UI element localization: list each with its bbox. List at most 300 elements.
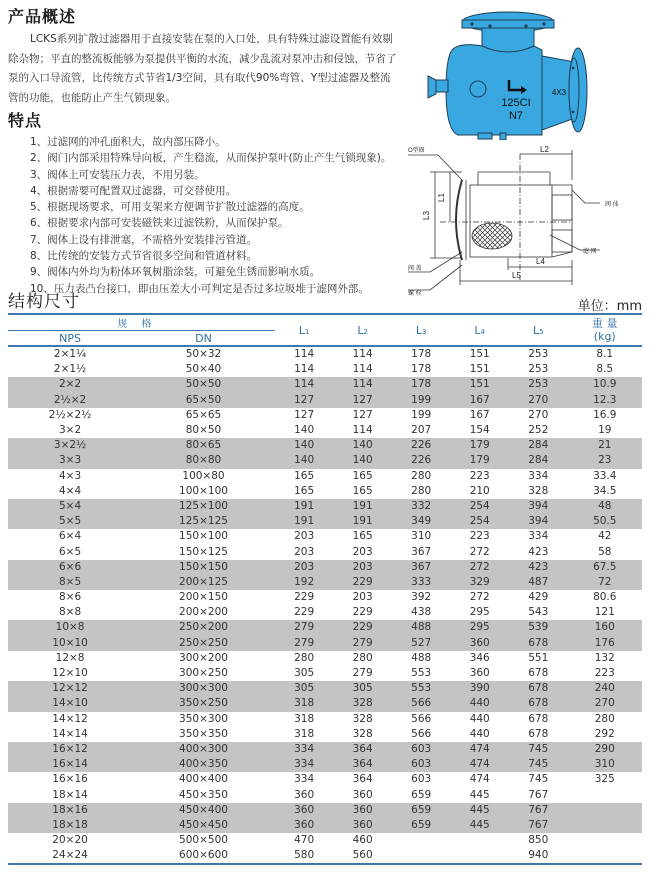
cell-l3: 566 (392, 696, 451, 711)
cell-l5: 678 (528, 667, 549, 680)
label-screen: 滤 网 (583, 249, 597, 255)
cell-nps: 4×4 (58, 484, 82, 497)
header-dn: DN (132, 331, 275, 347)
feature-item: 1、过滤网的冲孔面积大，故内部压降小。 (30, 136, 226, 148)
cell-l4: 151 (450, 377, 509, 392)
cell-kg: 176 (568, 636, 642, 651)
cell-kg: 240 (568, 681, 642, 696)
table-row (8, 544, 642, 559)
cell-l4: 210 (469, 484, 490, 497)
cell-l5: 678 (509, 636, 568, 651)
cell-nps: 2½×2½ (48, 408, 92, 421)
table-row (8, 575, 642, 590)
feature-item: 9、阀体内外均为粉体环氧树脂涂装，可避免生锈而影响水质。 (30, 266, 321, 279)
cell-l3: 603 (392, 757, 451, 772)
cell-kg (568, 787, 642, 802)
table-row (8, 514, 642, 529)
cell-l3: 333 (392, 575, 451, 590)
header-l3: L3 (392, 314, 451, 346)
screen-mesh (472, 223, 512, 249)
cell-l4: 151 (469, 348, 490, 361)
table-row (8, 484, 642, 499)
cell-l2: 560 (333, 848, 392, 864)
cell-l5: 334 (528, 530, 549, 543)
cell-dn: 300×300 (132, 681, 275, 696)
cell-l5: 253 (528, 348, 549, 361)
features-title: 特点 (8, 111, 43, 130)
cell-l5: 850 (528, 834, 549, 847)
cell-l2: 203 (352, 545, 373, 558)
bottom-plug (478, 133, 492, 139)
cell-dn: 200×150 (179, 591, 228, 604)
cell-l1: 165 (294, 484, 315, 497)
cell-l2: 305 (333, 681, 392, 696)
cell-kg: 270 (568, 696, 642, 711)
table-row (8, 469, 642, 484)
cell-l1: 140 (275, 453, 334, 468)
cell-l2: 114 (352, 363, 373, 376)
cell-l2: 140 (333, 453, 392, 468)
cell-l5: 328 (528, 484, 549, 497)
cell-kg (568, 818, 642, 833)
main-body (446, 45, 542, 135)
cell-dn: 350×350 (179, 727, 228, 740)
label-bonnet: 阀 盖 (408, 266, 422, 272)
cell-l5: 270 (509, 393, 568, 408)
cell-l5: 551 (528, 651, 549, 664)
cell-l2: 140 (333, 438, 392, 453)
cell-nps: 14×14 (52, 727, 88, 740)
cell-l5: 745 (509, 742, 568, 757)
cell-nps: 10×8 (8, 620, 132, 635)
cell-kg: 280 (594, 712, 615, 725)
cell-nps: 18×16 (8, 803, 132, 818)
label-l4: L4 (536, 257, 545, 266)
table-row (8, 605, 642, 620)
cell-l2: 191 (333, 499, 392, 514)
table-row (8, 787, 642, 802)
cell-kg: 121 (594, 606, 615, 619)
cell-l2: 191 (333, 514, 392, 529)
cell-nps: 8×5 (8, 575, 132, 590)
cell-l3: 438 (411, 606, 432, 619)
cell-l4: 254 (450, 499, 509, 514)
cell-l3: 566 (411, 712, 432, 725)
cell-l3: 332 (392, 499, 451, 514)
overview-paragraph (8, 30, 400, 108)
table-row (8, 818, 642, 833)
cell-l2: 364 (333, 742, 392, 757)
header-spec-group: 规格 (8, 314, 275, 331)
cell-l3: 280 (411, 484, 432, 497)
cell-l2: 364 (352, 773, 373, 786)
cell-l5: 284 (509, 453, 568, 468)
cell-l4: 272 (450, 560, 509, 575)
cell-l3: 207 (411, 424, 432, 437)
table-row (8, 803, 642, 818)
cell-dn: 80×65 (132, 438, 275, 453)
cell-dn: 300×200 (179, 651, 228, 664)
cell-l5: 270 (528, 408, 549, 421)
cell-l1: 360 (275, 818, 334, 833)
cell-dn: 500×500 (179, 834, 228, 847)
cell-l4: 179 (450, 438, 509, 453)
cell-l1: 114 (275, 377, 334, 392)
cell-l2: 114 (333, 377, 392, 392)
cell-l3: 310 (411, 530, 432, 543)
cell-kg: 292 (594, 727, 615, 740)
cell-l1: 318 (294, 712, 315, 725)
cell-kg: 33.4 (593, 469, 617, 482)
valve-illustration (400, 0, 650, 140)
table-row (8, 438, 642, 453)
bottom-drain (500, 133, 506, 140)
cell-dn: 100×100 (179, 484, 228, 497)
cell-l3: 178 (411, 348, 432, 361)
label-l5: L5 (512, 271, 521, 280)
table-row (8, 453, 642, 468)
cell-nps: 18×14 (52, 788, 88, 801)
cell-l3 (392, 848, 451, 864)
cell-nps: 10×10 (8, 636, 132, 651)
cell-l1: 360 (294, 788, 315, 801)
cell-l5: 678 (528, 727, 549, 740)
cell-l2: 114 (352, 424, 373, 437)
cell-l2: 279 (352, 667, 373, 680)
cell-l1: 229 (294, 606, 315, 619)
cell-kg: 290 (568, 742, 642, 757)
cell-l1: 203 (275, 560, 334, 575)
cell-l3: 199 (411, 408, 432, 421)
cell-l3: 659 (392, 803, 451, 818)
cell-l2: 229 (333, 620, 392, 635)
cell-nps: 8×6 (58, 591, 82, 604)
valve-body (428, 12, 587, 140)
cell-nps: 2×1¼ (53, 348, 87, 361)
cell-dn: 65×50 (132, 393, 275, 408)
cell-l4: 474 (450, 742, 509, 757)
cell-l1: 334 (275, 742, 334, 757)
cell-l4: 223 (469, 469, 490, 482)
table-row (8, 529, 642, 544)
feature-item: 5、根据现场要求，可用支架来方便调节扩散过滤器的高度。 (30, 201, 310, 214)
cell-l1: 279 (275, 636, 334, 651)
table-row (8, 833, 642, 848)
cell-l2: 127 (352, 408, 373, 421)
table-body (8, 346, 642, 864)
cell-l2: 328 (333, 696, 392, 711)
feature-item: 6、根据要求内部可安装磁铁来过滤铁粉，从而保护泵。 (30, 217, 289, 230)
cell-l3: 199 (392, 393, 451, 408)
table-row (8, 590, 642, 605)
cell-dn: 150×150 (132, 560, 275, 575)
handle-knob (428, 76, 436, 98)
table-row (8, 712, 642, 727)
cell-l2: 360 (333, 818, 392, 833)
table-row (8, 408, 642, 423)
header-nps: NPS (8, 331, 132, 347)
cell-l5: 767 (509, 818, 568, 833)
cell-l3: 603 (392, 742, 451, 757)
cell-l4: 445 (469, 788, 490, 801)
cell-l4: 440 (450, 696, 509, 711)
table-row (8, 848, 642, 864)
cell-l3: 488 (392, 620, 451, 635)
cell-l3: 659 (411, 788, 432, 801)
cell-l5: 394 (509, 514, 568, 529)
cell-nps: 16×16 (52, 773, 88, 786)
cell-l3: 367 (411, 545, 432, 558)
cell-nps: 5×5 (8, 514, 132, 529)
cell-l5: 253 (509, 377, 568, 392)
table-row (8, 742, 642, 757)
cell-l4: 440 (469, 727, 490, 740)
cell-nps: 6×6 (8, 560, 132, 575)
cell-kg: 12.3 (568, 393, 642, 408)
cell-l3: 527 (392, 636, 451, 651)
cell-l3: 603 (411, 773, 432, 786)
cell-dn: 350×250 (132, 696, 275, 711)
cell-l1: 191 (275, 499, 334, 514)
cell-nps: 6×4 (58, 530, 82, 543)
overview-text: LCKS系列扩散过滤器用于直接安装在泵的入口处，具有特殊过滤设置能有效剔除杂物；平直的整流板能够为泵提供平衡的水流，减少乱流对泵冲击和侵蚀，节省了泵的入口导流管，比传统方式节省1/3空间，具有取代90%弯管、Y型过滤器及整流管的功能，也能防止产生气锁现象。 (8, 33, 397, 104)
cell-l5: 678 (528, 712, 549, 725)
cell-l2: 279 (333, 636, 392, 651)
table-row (8, 636, 642, 651)
cell-l4: 360 (469, 667, 490, 680)
cell-dn: 50×40 (185, 363, 222, 376)
cell-kg: 80.6 (593, 591, 617, 604)
cell-l2: 460 (352, 834, 373, 847)
cell-l1: 127 (275, 393, 334, 408)
dimension-table (8, 313, 642, 865)
cell-l5: 284 (509, 438, 568, 453)
cell-l5: 252 (528, 424, 549, 437)
cell-l2: 328 (352, 727, 373, 740)
cell-l4: 346 (469, 651, 490, 664)
cell-l1: 580 (275, 848, 334, 864)
feature-item: 4、根据需要可配置双过滤器，可交替使用。 (30, 184, 237, 197)
cell-l1: 203 (294, 530, 315, 543)
header-l2: L2 (333, 314, 392, 346)
cell-l5: 767 (509, 803, 568, 818)
cell-l1: 334 (275, 757, 334, 772)
table-row (8, 666, 642, 681)
label-body: 阀 体 (605, 202, 619, 208)
cell-kg (568, 803, 642, 818)
overview-title: 产品概述 (8, 7, 77, 26)
cell-kg: 325 (594, 773, 615, 786)
cell-l3: 226 (392, 438, 451, 453)
cell-kg: 10.9 (568, 377, 642, 392)
cell-l4: 445 (450, 818, 509, 833)
cell-l5: 487 (509, 575, 568, 590)
cell-nps: 5×4 (8, 499, 132, 514)
cell-l5: 423 (509, 560, 568, 575)
cell-kg: 21 (568, 438, 642, 453)
cell-l4: 360 (450, 636, 509, 651)
cell-nps: 14×12 (52, 712, 88, 725)
cell-kg: 67.5 (568, 560, 642, 575)
cell-nps: 2½×2 (8, 393, 132, 408)
cell-l1: 318 (275, 696, 334, 711)
cell-dn: 150×100 (179, 530, 228, 543)
marking-size: 4X3 (551, 88, 567, 97)
cell-l4: 474 (469, 773, 490, 786)
cell-l5: 423 (528, 545, 549, 558)
cell-kg: 58 (598, 545, 612, 558)
cell-kg: 19 (598, 424, 612, 437)
cell-kg: 34.5 (593, 484, 617, 497)
cell-dn: 250×200 (132, 620, 275, 635)
cell-kg (568, 848, 642, 864)
cell-l2: 203 (333, 560, 392, 575)
cell-dn: 450×450 (132, 818, 275, 833)
cell-l3: 659 (392, 818, 451, 833)
cell-kg: 23 (568, 453, 642, 468)
cell-l4: 272 (469, 545, 490, 558)
table-row (8, 651, 642, 666)
cell-l2: 127 (333, 393, 392, 408)
cell-l3: 488 (411, 651, 432, 664)
cell-l1: 140 (275, 438, 334, 453)
feature-item: 3、阀体上可安装压力表，不用另装。 (30, 168, 205, 181)
cell-nps: 3×2 (58, 424, 82, 437)
table-row (8, 681, 642, 696)
cell-nps: 14×10 (8, 696, 132, 711)
cell-nps: 12×10 (52, 667, 88, 680)
header-weight: 重 量 (kg) (568, 314, 642, 346)
cell-l2: 229 (352, 606, 373, 619)
cell-l4: 167 (450, 393, 509, 408)
cell-l4: 440 (469, 712, 490, 725)
cell-l3: 566 (411, 727, 432, 740)
cell-kg: 50.5 (568, 514, 642, 529)
cell-dn: 450×400 (132, 803, 275, 818)
cell-l3: 226 (392, 453, 451, 468)
cell-l3: 280 (411, 469, 432, 482)
table-row (8, 377, 642, 392)
cell-nps: 20×20 (52, 834, 88, 847)
table-row (8, 772, 642, 787)
cell-dn: 125×100 (132, 499, 275, 514)
cell-l4: 223 (469, 530, 490, 543)
top-flange-rim (462, 20, 554, 28)
marking-rating: 125CI (501, 97, 531, 109)
cell-l2: 328 (352, 712, 373, 725)
cell-l1: 114 (294, 363, 315, 376)
dimension-drawing (400, 140, 650, 300)
cell-dn: 125×125 (132, 514, 275, 529)
cell-kg: 8.1 (596, 348, 614, 361)
cell-l1: 305 (275, 681, 334, 696)
cell-l4: 167 (469, 408, 490, 421)
cell-l2: 360 (352, 788, 373, 801)
structure-title: 结构尺寸 (8, 292, 80, 312)
cell-l1: 334 (294, 773, 315, 786)
table-row (8, 393, 642, 408)
cell-l4: 295 (450, 620, 509, 635)
table-row (8, 560, 642, 575)
cell-l3: 392 (411, 591, 432, 604)
gauge-boss (470, 81, 486, 97)
table-row (8, 362, 642, 377)
cell-l1: 470 (294, 834, 315, 847)
cell-l5: 394 (509, 499, 568, 514)
cell-l4: 272 (469, 591, 490, 604)
cell-l1: 114 (294, 348, 315, 361)
cell-dn: 450×350 (179, 788, 228, 801)
cell-nps: 2×2 (8, 377, 132, 392)
cell-nps: 24×24 (8, 848, 132, 864)
cell-l4 (450, 848, 509, 864)
cell-l5: 253 (528, 363, 549, 376)
label-bolt: 螺 栓 (408, 291, 422, 297)
cell-l4: 254 (450, 514, 509, 529)
cell-l3: 553 (411, 667, 432, 680)
cell-l1: 165 (294, 469, 315, 482)
cell-l1: 191 (275, 514, 334, 529)
cell-l1: 279 (275, 620, 334, 635)
cell-nps: 16×12 (8, 742, 132, 757)
unit-label: 单位：mm (577, 299, 642, 314)
cell-dn: 400×400 (179, 773, 228, 786)
cell-nps: 4×3 (58, 469, 82, 482)
cell-dn: 50×32 (185, 348, 222, 361)
cell-l4 (450, 833, 509, 848)
cell-l2: 280 (352, 651, 373, 664)
table-row (8, 346, 642, 362)
feature-item: 2、阀门内部采用特殊导向板，产生稳流，从而保护泵叶(防止产生气锁现象)。 (30, 152, 392, 165)
cell-l2: 229 (333, 575, 392, 590)
header-l5: L5 (509, 314, 568, 346)
cell-nps: 18×18 (8, 818, 132, 833)
table-row (8, 696, 642, 711)
cell-dn: 350×300 (179, 712, 228, 725)
cell-l2: 165 (352, 484, 373, 497)
cell-kg (568, 833, 642, 848)
cell-l4: 329 (450, 575, 509, 590)
cell-l3: 178 (411, 363, 432, 376)
cell-l2: 165 (352, 530, 373, 543)
cell-nps: 6×5 (58, 545, 82, 558)
cell-kg: 48 (568, 499, 642, 514)
cell-l4: 445 (450, 803, 509, 818)
cell-l1: 318 (294, 727, 315, 740)
table-row (8, 727, 642, 742)
cell-l1: 280 (294, 651, 315, 664)
cell-dn: 65×65 (185, 408, 222, 421)
cell-l2: 364 (333, 757, 392, 772)
features-list (8, 134, 408, 297)
cell-nps: 12×8 (55, 651, 85, 664)
cell-l1: 229 (294, 591, 315, 604)
cell-l5: 767 (528, 788, 549, 801)
cell-l3 (392, 833, 451, 848)
feature-item: 8、比传统的安装方式节省很多空间和管道材料。 (30, 250, 258, 263)
cell-dn: 150×125 (179, 545, 228, 558)
cell-l5: 678 (509, 696, 568, 711)
cell-l2: 165 (352, 469, 373, 482)
cell-nps: 12×12 (8, 681, 132, 696)
table-row (8, 499, 642, 514)
cell-dn: 250×250 (132, 636, 275, 651)
cell-l5: 539 (509, 620, 568, 635)
cell-kg: 72 (568, 575, 642, 590)
cell-l4: 151 (469, 363, 490, 376)
cell-kg: 310 (568, 757, 642, 772)
feature-item: 7、阀体上设有排泄塞，不需格外安装排污管道。 (30, 233, 258, 246)
